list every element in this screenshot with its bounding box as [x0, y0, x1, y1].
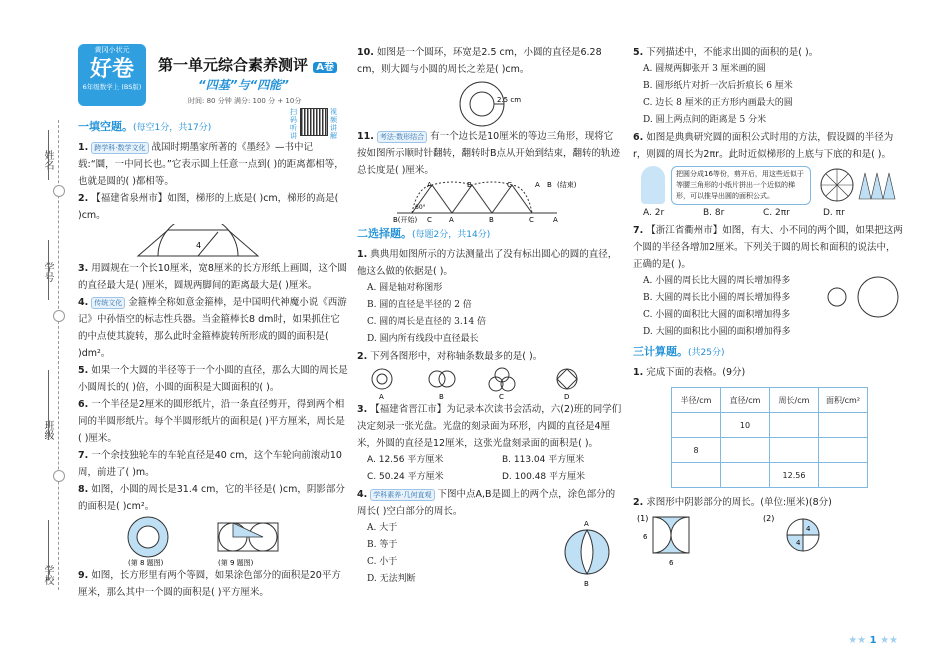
svg-text:(2): (2) [763, 514, 775, 523]
circle-sector-figure [817, 165, 897, 205]
binding-hole [53, 310, 65, 322]
svg-text:C: C [529, 216, 534, 223]
student-id-blank[interactable] [48, 240, 49, 300]
choice-question-2: 2. 下列各图形中，对称轴条数最多的是( )。 [357, 351, 543, 362]
trapezoid-figure [78, 224, 348, 260]
option[interactable]: D. 大圆的面积比小圆的面积增加得多 [643, 327, 791, 337]
svg-text:C: C [507, 181, 512, 189]
q6-illustration [641, 165, 903, 205]
page-subtitle: “四基”与“四能” [198, 78, 289, 92]
svg-text:B: B [439, 393, 444, 401]
svg-text:B: B [489, 216, 494, 223]
question-tag: 学科素养·几何直观 [370, 489, 434, 501]
svg-text:A: A [449, 216, 454, 223]
svg-text:C: C [427, 216, 432, 223]
figure-caption: (第 9 题图) [218, 559, 254, 567]
option[interactable]: D. 无法判断 [367, 574, 416, 584]
option[interactable]: B. 大圆的周长比小圆的周长增加得多 [643, 293, 791, 303]
section-title: 一填空题。(每空1分，共17分) [78, 120, 212, 133]
table-header: 周长/cm [770, 388, 819, 413]
svg-text:A: A [584, 520, 589, 528]
qr-caption: 视频讲解 [330, 108, 337, 140]
annulus-figure [357, 78, 622, 128]
calc-question-1: 1. 完成下面的表格。(9分) [633, 367, 746, 378]
question-5: 5. 如果一个大圆的半径等于一个小圆的直径，那么大圆的周长是小圆周长的( )倍，小圆的面积是大圆面积的( )。 [78, 365, 348, 393]
table-header: 半径/cm [672, 388, 721, 413]
triangle-rolling-figure [357, 179, 622, 223]
question-tag: 考法·数形结合 [377, 131, 427, 143]
option[interactable]: B. 113.04 平方厘米 [502, 455, 585, 465]
question-11: 11. 考法·数形结合 有一个边长是10厘米的等边三角形，现将它按如图所示顺时针翻转，翻转时B点从开始到结束，翻转的轨迹总长度是( )厘米。 [357, 131, 621, 176]
column-2 [357, 44, 622, 588]
table-row: 10 [672, 413, 868, 438]
svg-text:D: D [564, 393, 570, 401]
binding-hole [53, 185, 65, 197]
svg-text:(1): (1) [637, 514, 649, 523]
question-tag: 传统文化 [91, 297, 125, 309]
svg-text:C: C [499, 393, 504, 401]
option[interactable]: C. 50.24 平方厘米 [367, 472, 444, 482]
choice-question-3: 3. 【福建省晋江市】为记录本次读书会活动，六(2)班的同学们决定刻录一张光盘。光盘的刻录面为环形，内圆的直径是4厘米，外圆的直径是12厘米，这张光盘刻录面的面积是( )。 [357, 404, 622, 449]
column-1 [78, 116, 348, 601]
option[interactable]: B. 8r [703, 208, 725, 218]
question-9: 9. 如图，长方形里有两个等圆，如果涂色部分的面积是20平方厘米，那么其中一个圆的面积是( )平方厘米。 [78, 570, 341, 598]
question-6: 6. 一个半径是2厘米的圆形纸片，沿一条直径剪开，得到两个相同的半圆形纸片。每个半圆形纸片的面积是( )平方厘米，周长是( )厘米。 [78, 399, 345, 444]
svg-text:4: 4 [806, 525, 811, 533]
svg-text:(结束): (结束) [557, 181, 577, 189]
svg-text:B: B [547, 181, 552, 189]
option[interactable]: B. 圆形纸片对折一次后折痕长 6 厘米 [643, 81, 793, 91]
student-avatar [641, 166, 665, 204]
column-3 [633, 44, 903, 571]
option[interactable]: A. 圆规两脚张开 3 厘米画的圆 [643, 64, 766, 74]
svg-text:A: A [553, 216, 558, 223]
school-blank[interactable] [48, 520, 49, 580]
option[interactable]: C. 圆的周长是直径的 3.14 倍 [367, 317, 487, 327]
class-label: 班级 [42, 420, 53, 440]
option-row [367, 469, 622, 486]
q7-block [633, 273, 903, 341]
speech-bubble: 把圆分成16等份，剪开后，用这些近似于等腰三角形的小纸片拼出一个近似的梯形，可以推导出圆的面积公式。 [671, 166, 811, 205]
class-blank[interactable] [48, 370, 49, 440]
section-title: 二选择题。(每题2分，共14分) [357, 227, 491, 240]
question-10: 10. 如图是一个圆环，环宽是2.5 cm，小圆的直径是6.28 cm，则大圆与小圆的周长之差是( )cm。 [357, 47, 602, 75]
option[interactable]: D. 圆内所有线段中直径最长 [367, 334, 479, 344]
svg-text:B(开始): B(开始) [393, 216, 418, 223]
choice-question-6: 6. 如图是典典研究圆的面积公式时用的方法，假设圆的半径为r，则圆的周长为2πr。此时近似梯形的上底与下底的和是( )。 [633, 132, 894, 160]
choice-question-7: 7. 【浙江省衢州市】如图，有大、小不同的两个圆，如果把这两个圆的半径各增加2厘米。下列关于圆的周长和面积的说法中，正确的是( )。 [633, 225, 903, 270]
exam-meta: 时间: 80 分钟 满分: 100 分 + 10分 [188, 97, 302, 105]
section-title: 三计算题。(共25分) [633, 345, 725, 358]
qr-caption: 扫码听讲 [290, 108, 297, 140]
option[interactable]: D. πr [823, 208, 845, 218]
question-4: 4. 传统文化 金箍棒全称如意金箍棒，是中国明代神魔小说《西游记》中孙悟空的标志性兵器。当金箍棒长8 dm时，如果抓住它的中点使其旋转，那么此时金箍棒旋转所形成的圆的面积是( )dm²。 [78, 297, 347, 359]
question-2: 2. 【福建省泉州市】如图，梯形的上底是( )cm，梯形的高是( )cm。 [78, 193, 339, 221]
question-8: 8. 如图，小圆的周长是31.4 cm，它的半径是( )cm，阴影部分的面积是( )cm²。 [78, 484, 345, 512]
version-badge: A卷 [313, 62, 337, 73]
binding-hole [53, 470, 65, 482]
table-header: 直径/cm [721, 388, 770, 413]
option[interactable]: D. 100.48 平方厘米 [502, 472, 586, 482]
two-circles-figure [823, 273, 903, 333]
symmetry-options-figure [357, 365, 622, 401]
svg-text:4: 4 [796, 539, 801, 547]
ring-width-label: 2.5 cm [497, 96, 522, 104]
name-label: 姓名 [42, 150, 53, 170]
binding-margin [0, 0, 70, 672]
brand-logo: 黄冈小状元 好卷 6年级数学上 (BS版) [78, 44, 146, 106]
student-id-label: 学号 [42, 262, 53, 282]
option[interactable]: A. 2r [643, 208, 665, 218]
table-header: 面积/cm² [819, 388, 868, 413]
shaded-perimeter-figures [633, 511, 903, 571]
svg-text:6: 6 [643, 533, 648, 541]
option[interactable]: C. 小于 [367, 557, 398, 567]
school-label: 学校 [42, 565, 53, 585]
name-blank[interactable] [48, 130, 49, 180]
option[interactable]: D. 圆上两点间的距离是 5 分米 [643, 115, 767, 125]
svg-text:B: B [467, 181, 472, 189]
option[interactable]: B. 圆的直径是半径的 2 倍 [367, 300, 472, 310]
circle-table [671, 387, 868, 488]
q4-block [357, 520, 622, 588]
figure-caption: (第 8 题图) [128, 559, 164, 567]
svg-text:A: A [379, 393, 384, 401]
page-title: 第一单元综合素养测评 A卷 [158, 54, 337, 75]
svg-text:60°: 60° [415, 204, 426, 211]
option[interactable]: C. 小圆的面积比大圆的面积增加得多 [643, 310, 791, 320]
question-tag: 跨学科·数学文化 [91, 142, 148, 154]
choice-question-1: 1. 典典用如图所示的方法测量出了没有标出圆心的圆的直径，他这么做的依据是( )。 [357, 249, 618, 277]
svg-text:A: A [427, 181, 432, 189]
question-3: 3. 用圆规在一个长10厘米，宽8厘米的长方形纸上画圆，这个圆的直径最大是( )厘米，圆规两脚间的距离最大是( )厘米。 [78, 263, 347, 291]
table-row: 12.56 [672, 463, 868, 488]
calc-question-2: 2. 求图形中阴影部分的周长。(单位:厘米)(8分) [633, 497, 832, 508]
table-row: 8 [672, 438, 868, 463]
option[interactable]: B. 等于 [367, 540, 398, 550]
question-1: 1. 跨学科·数学文化 战国时期墨家所著的《墨经》—书中记载:“圜，一中同长也。”它表示圆上任意一点到( )的距离都相等，也就是圆的( )都相等。 [78, 142, 344, 187]
svg-text:6: 6 [669, 559, 674, 567]
option[interactable]: A. 圆是轴对称图形 [367, 283, 443, 293]
option-row [643, 205, 903, 222]
figures-8-9 [78, 515, 348, 567]
option[interactable]: A. 小圆的周长比大圆的周长增加得多 [643, 276, 791, 286]
svg-text:A: A [535, 181, 540, 189]
choice-question-4: 4. 学科素养·几何直观 下图中点A,B是圆上的两个点，涂色部分的周长( )空白部分的周长。 [357, 489, 616, 517]
option-row [367, 452, 622, 469]
question-7: 7. 一个余技独轮车的车轮直径是40 cm，这个车轮向前滚动10周，前进了( )m。 [78, 450, 342, 478]
choice-question-5: 5. 下列描述中，不能求出圆的面积的是( )。 [633, 47, 819, 58]
circle-ab-figure [557, 514, 617, 590]
option[interactable]: C. 边长 8 厘米的正方形内画最大的圆 [643, 98, 793, 108]
option[interactable]: A. 大于 [367, 523, 398, 533]
svg-text:B: B [584, 580, 589, 588]
page-number: ★★ 1 ★★ [848, 635, 898, 646]
radius-label: 4 [196, 241, 202, 250]
option[interactable]: C. 2πr [763, 208, 790, 218]
option[interactable]: A. 12.56 平方厘米 [367, 455, 444, 465]
